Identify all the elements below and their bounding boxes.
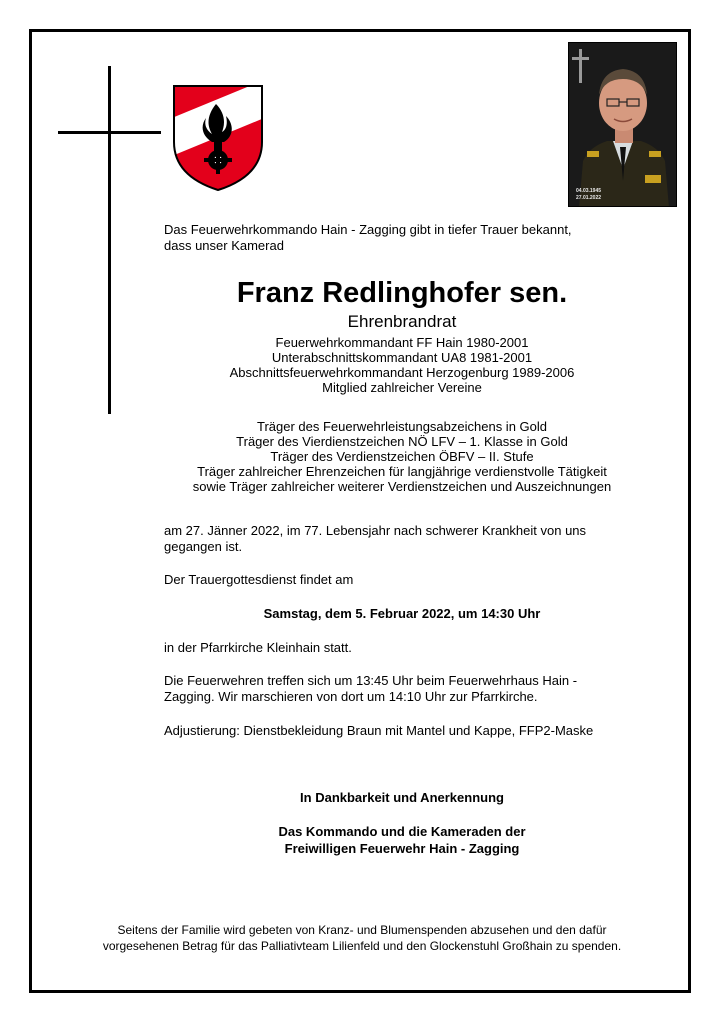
meeting-info [164, 673, 650, 704]
intro-line: Das Feuerwehrkommando Hain - Zagging gibt in tiefer Trauer bekannt, [164, 222, 572, 237]
award-item: Träger zahlreicher Ehrenzeichen für langjährige verdienstvolle Tätigkeit [197, 464, 607, 479]
function-item: Unterabschnittskommandant UA8 1981-2001 [271, 350, 533, 365]
award-item: Träger des Vierdienstzeichen NÖ LFV – 1. Klasse in Gold [236, 434, 568, 449]
signature-block [0, 823, 724, 857]
photo-death-date: 27.01.2022 [576, 195, 602, 201]
family-request [40, 922, 684, 954]
awards-list [0, 419, 724, 494]
service-date: Samstag, dem 5. Februar 2022, um 14:30 Uhr [263, 606, 541, 621]
signature-line: Das Kommando und die Kameraden der [278, 824, 526, 839]
award-item: Träger des Feuerwehrleistungsabzeichens in Gold [256, 419, 547, 434]
photo-birth-date: 04.03.1945 [576, 188, 602, 194]
death-notice [164, 523, 650, 554]
intro-line: dass unser Kamerad [164, 238, 284, 253]
death-line: am 27. Jänner 2022, im 77. Lebensjahr nach schwerer Krankheit von uns [164, 523, 587, 538]
dress-code: Adjustierung: Dienstbekleidung Braun mit Mantel und Kappe, FFP2-Maske [164, 723, 594, 738]
award-item: Träger des Verdienstzeichen ÖBFV – II. Stufe [270, 449, 534, 464]
service-place: in der Pfarrkirche Kleinhain statt. [164, 640, 352, 655]
deceased-rank: Ehrenbrandrat [347, 312, 457, 331]
service-intro: Der Trauergottesdienst findet am [164, 572, 354, 587]
gratitude-line: In Dankbarkeit und Anerkennung [300, 790, 504, 805]
function-item: Feuerwehrkommandant FF Hain 1980-2001 [275, 335, 529, 350]
footer-line: vorgesehenen Betrag für das Palliativteam Lilienfeld und den Glockenstuhl Großhain zu spenden. [102, 939, 622, 953]
award-item: sowie Träger zahlreicher weiterer Verdienstzeichen und Auszeichnungen [192, 479, 612, 494]
cross-icon-horizontal [58, 131, 161, 134]
function-item: Mitglied zahlreicher Vereine [322, 380, 482, 395]
meeting-line: Zagging. Wir marschieren von dort um 14:10 Uhr zur Pfarrkirche. [164, 688, 538, 704]
death-line: gegangen ist. [164, 538, 243, 554]
signature-line: Freiwilligen Feuerwehr Hain - Zagging [284, 841, 520, 856]
footer-line: Seitens der Familie wird gebeten von Kranz- und Blumenspenden abzusehen und den dafür [117, 923, 607, 937]
portrait-photo [568, 42, 677, 207]
intro-text [164, 222, 644, 254]
functions-list [0, 335, 724, 395]
fire-brigade-crest-icon [172, 84, 264, 192]
deceased-name: Franz Redlinghofer sen. [236, 277, 568, 309]
meeting-line: Die Feuerwehren treffen sich um 13:45 Uhr beim Feuerwehrhaus Hain - [164, 673, 578, 688]
photo-dates [576, 188, 601, 202]
function-item: Abschnittsfeuerwehrkommandant Herzogenburg 1989-2006 [229, 365, 575, 380]
